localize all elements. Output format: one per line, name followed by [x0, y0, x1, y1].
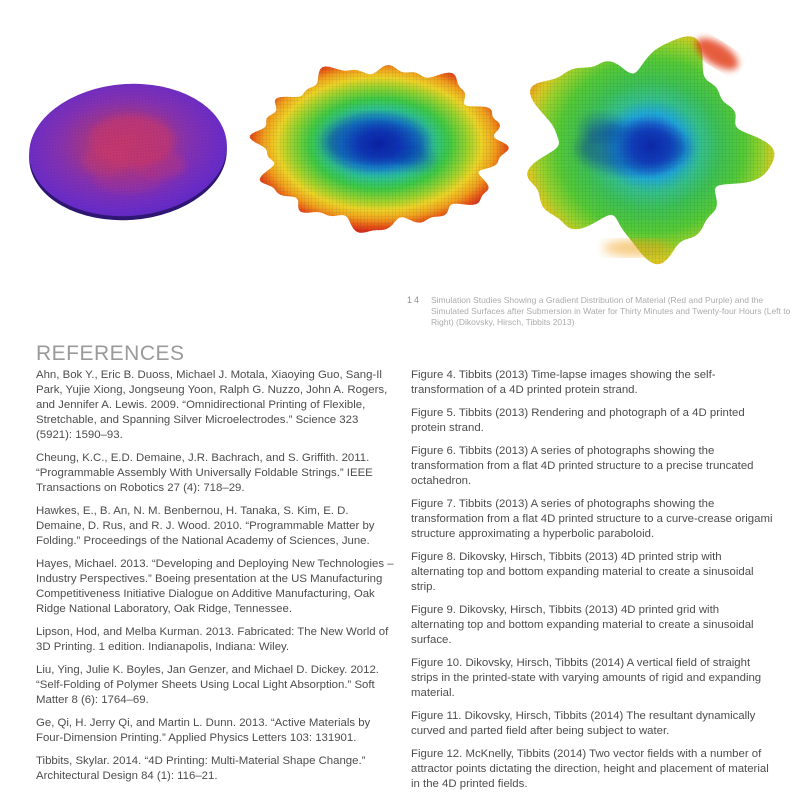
figure-list-entry: Figure 5. Tibbits (2013) Rendering and photograph of a 4D printed protein strand. [411, 407, 745, 434]
figure-twenty-four-hours-image [505, 20, 785, 275]
mesh-overlay [250, 65, 509, 233]
figure-thirty-minutes-image [245, 20, 515, 270]
reference-entry: Hawkes, E., B. An, N. M. Benbernou, H. Tanaka, S. Kim, E. D. Demaine, D. Rus, and R. J. Wood. 2010. “Programmable Matter by Folding.” Proceedings of the National Academy of Sciences, June. [36, 505, 375, 547]
figure-caption-text: Simulation Studies Showing a Gradient Distribution of Material (Red and Purple) and the Simulated Surfaces after Submersion in Water for Thirty Minutes and Twenty-four Hours (Left to Right) (Dikovsky, Hirsch, Tibbits 2013) [431, 295, 791, 327]
figure-list-entry: Figure 9. Dikovsky, Hirsch, Tibbits (2013) 4D printed grid with alternating top and bottom expanding material to create a sinusoidal surface. [411, 604, 754, 646]
reference-entry: Cheung, K.C., E.D. Demaine, J.R. Bachrach, and S. Griffith. 2011. “Programmable Assembly With Universally Foldable Strings.” IEEE Transactions on Robotics 27 (4): 718–29. [36, 452, 373, 494]
mesh-overlay [527, 36, 774, 264]
reference-entry: Ahn, Bok Y., Eric B. Duoss, Michael J. Motala, Xiaoying Guo, Sang-Il Park, Yujie Xiong, Jongseung Yoon, Ralph G. Nuzzo, John A. Rogers, and Jennifer A. Lewis. 2009. “Omnidirectional Printing of Flexible, Stretchable, and Spanning Silver Microelectrodes.” Science 323 (5921): 1590–93. [36, 369, 388, 441]
figure-list-entry: Figure 10. Dikovsky, Hirsch, Tibbits (2014) A vertical field of straight strips in the printed-state with varying amounts of rigid and expanding material. [411, 657, 762, 699]
figure-list-entry: Figure 8. Dikovsky, Hirsch, Tibbits (2013) 4D printed strip with alternating top and bottom expanding material to create a sinusoidal strip. [411, 551, 754, 593]
references-right-column [411, 368, 775, 800]
figure-list-entry: Figure 6. Tibbits (2013) A series of photographs showing the transformation from a flat 4D printed structure to a precise truncated octahedron. [411, 445, 754, 487]
reference-entry: Ge, Qi, H. Jerry Qi, and Martin L. Dunn. 2013. “Active Materials by Four-Dimension Printing.” Applied Physics Letters 103: 131901. [36, 717, 371, 744]
references-heading: REFERENCES [36, 342, 185, 365]
references-left-column [36, 368, 397, 792]
figure-list-entry: Figure 4. Tibbits (2013) Time-lapse images showing the self-transformation of a 4D printed protein strand. [411, 369, 716, 396]
reference-entry: Tibbits, Skylar. 2014. “4D Printing: Multi-Material Shape Change.” Architectural Design 84 (1): 116–21. [36, 755, 366, 782]
figure-list-entry: Figure 12. McKnelly, Tibbits (2014) Two vector fields with a number of attractor points dictating the direction, height and placement of material in the 4D printed fields. [411, 748, 769, 790]
reference-entry: Lipson, Hod, and Melba Kurman. 2013. Fabricated: The New World of 3D Printing. 1 edition. Indianapolis, Indiana: Wiley. [36, 626, 389, 653]
reference-entry: Liu, Ying, Julie K. Boyles, Jan Genzer, and Michael D. Dickey. 2012. “Self-Folding of Polymer Sheets Using Local Light Absorption.” Soft Matter 8 (6): 1764–69. [36, 664, 379, 706]
figure-caption-number: 14 [407, 295, 422, 305]
figure-list-entry: Figure 11. Dikovsky, Hirsch, Tibbits (2014) The resultant dynamically curved and parted field after being subject to water. [411, 710, 756, 737]
figure-printed-disc-image [10, 25, 255, 255]
figure-list-entry: Figure 7. Tibbits (2013) A series of photographs showing the transformation from a flat 4D printed structure to a curve-crease origami structure approximating a hyperbolic paraboloid. [411, 498, 773, 540]
reference-entry: Hayes, Michael. 2013. “Developing and Deploying New Technologies – Industry Perspectives.” Boeing presentation at the US Manufacturing Competitiveness Initiative Dialogue on Additive Manufacturing, Oak Ridge National Laboratory, Oak Ridge, Tennessee. [36, 558, 394, 615]
figure-caption [407, 295, 792, 328]
